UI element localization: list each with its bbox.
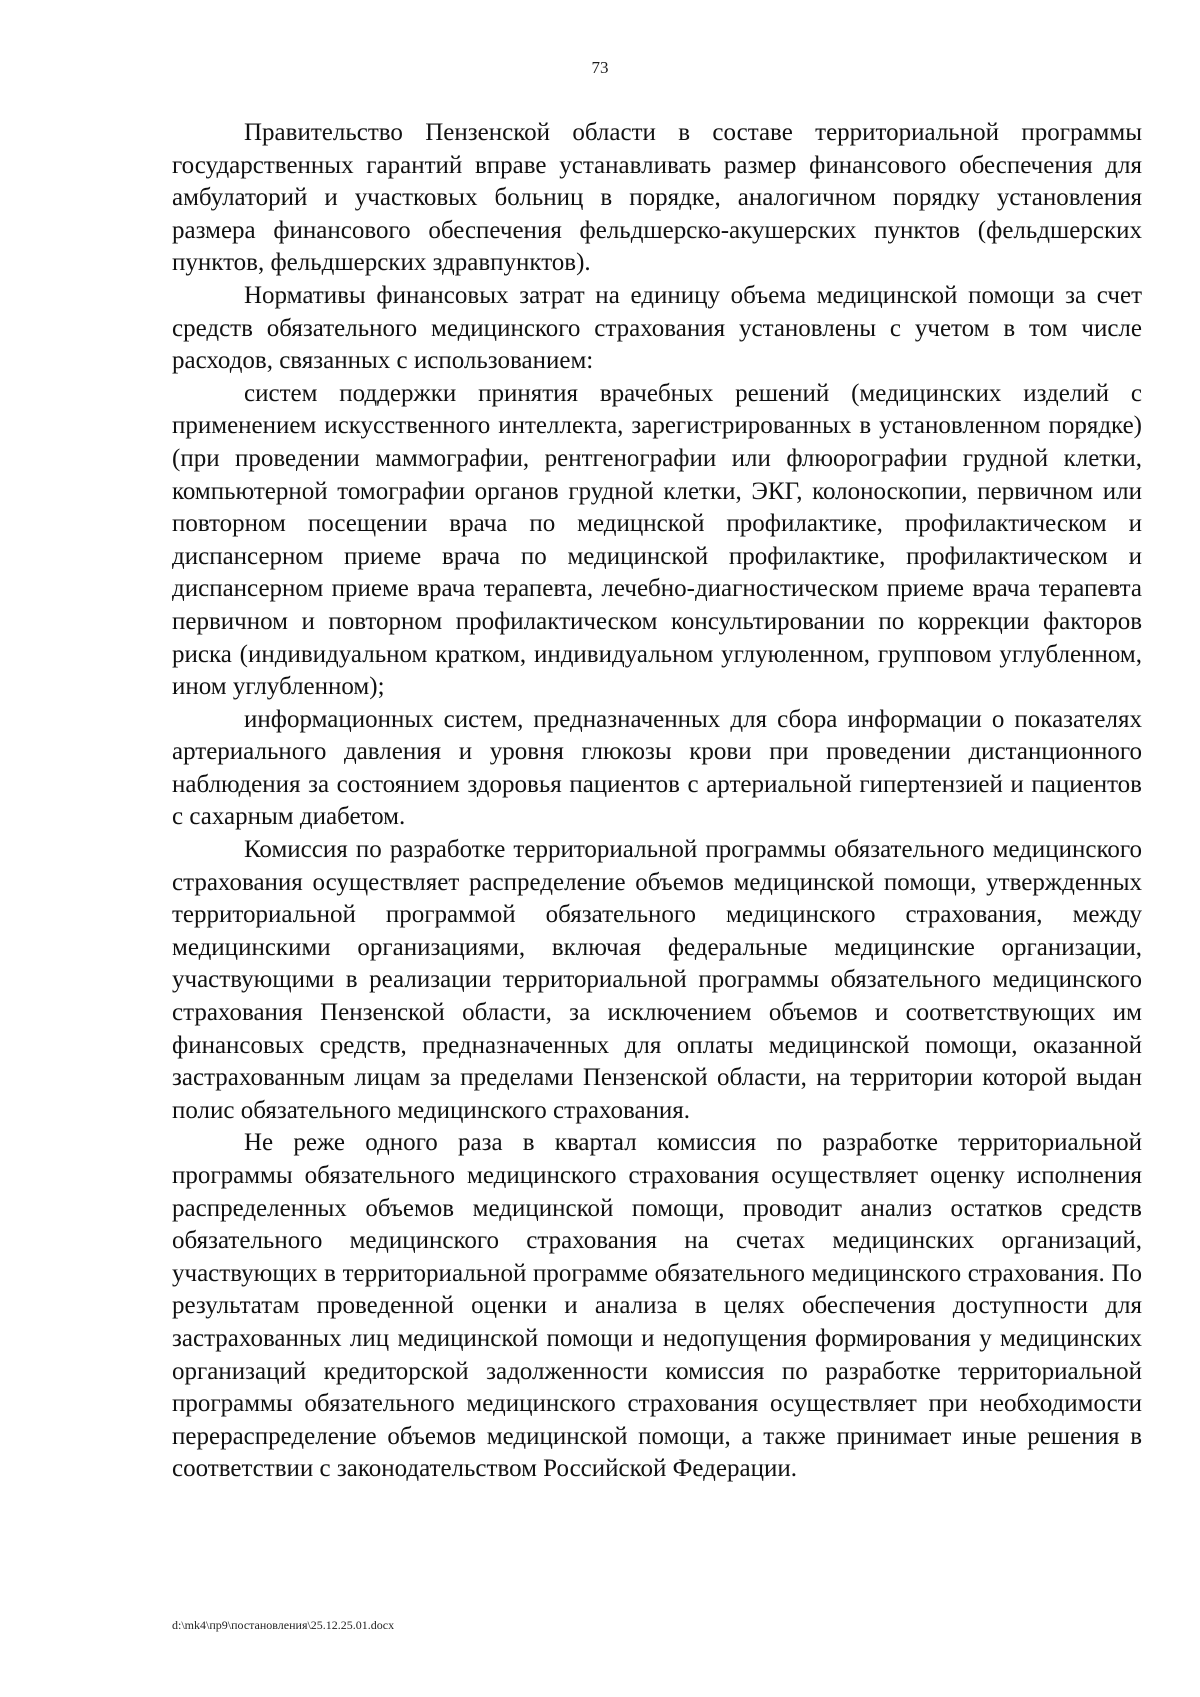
- paragraph-financial-norms: Нормативы финансовых затрат на единицу объема медицинской помощи за счет средств обязательного медицинского страхования установлены с учетом в том числе расходов, связанных с использованием:: [172, 281, 1142, 375]
- document-body: [172, 117, 1142, 1486]
- footer-file-path: d:\mk4\пр9\постановления\25.12.25.01.docx: [172, 1618, 395, 1632]
- page-number: 73: [591, 58, 609, 77]
- paragraph-decision-support-systems: систем поддержки принятия врачебных решений (медицинских изделий с применением искусственного интеллекта, зарегистрированных в установленном порядке) (при проведении маммографии, рентгенографии или флюорографии грудной клетки, компьютерной томографии органов грудной клетки, ЭКГ, колоноскопии, первичном или повторном посещении врача по медицнской профилактике, профилактическом и диспансерном приеме врача по медицинской профилактике, профилактическом и диспансерном приеме врача терапевта, лечебно-диагностическом приеме врача терапевта первичном и повторном профилактическом консультировании по коррекции факторов риска (индивидуальном кратком, индивидуальном углуюленном, групповом углубленном, ином углубленном);: [172, 379, 1142, 701]
- paragraph-government-rights: Правительство Пензенской области в составе территориальной программы государственных гарантий вправе устанавливать размер финансового обеспечения для амбулаторий и участковых больниц в порядке, аналогичном порядку установления размера финансового обеспечения фельдшерско-акушерских пунктов (фельдшерских пунктов, фельдшерских здравпунктов).: [172, 119, 1142, 277]
- paragraph-quarterly-assessment: Не реже одного раза в квартал комиссия по разработке территориальной программы обязательного медицинского страхования осуществляет оценку исполнения распределенных объемов медицинской помощи, проводит анализ остатков средств обязательного медицинского страхования на счетах медицинских организаций, участвующих в территориальной программе обязательного медицинского страхования. По результатам проведенной оценки и анализа в целях обеспечения доступности для застрахованных лиц медицинской помощи и недопущения формирования у медицинских организаций кредиторской задолженности комиссия по разработке территориальной программы обязательного медицинского страхования осуществляет при необходимости перераспределение объемов медицинской помощи, а также принимает иные решения в соответствии с законодательством Российской Федерации.: [172, 1129, 1142, 1483]
- paragraph-information-systems: информационных систем, предназначенных для сбора информации о показателях артериального давления и уровня глюкозы крови при проведении дистанционного наблюдения за состоянием здоровья пациентов с артериальной гипертензией и пациентов с сахарным диабетом.: [172, 705, 1142, 831]
- paragraph-commission-distribution: Комиссия по разработке территориальной программы обязательного медицинского страхования осуществляет распределение объемов медицинской помощи, утвержденных территориальной программой обязательного медицинского страхования, между медицинскими организациями, включая федеральные медицинские организации, участвующими в реализации территориальной программы обязательного медицинского страхования Пензенской области, за исключением объемов и соответствующих им финансовых средств, предназначенных для оплаты медицинской помощи, оказанной застрахованным лицам за пределами Пензенской области, на территории которой выдан полис обязательного медицинского страхования.: [172, 836, 1142, 1124]
